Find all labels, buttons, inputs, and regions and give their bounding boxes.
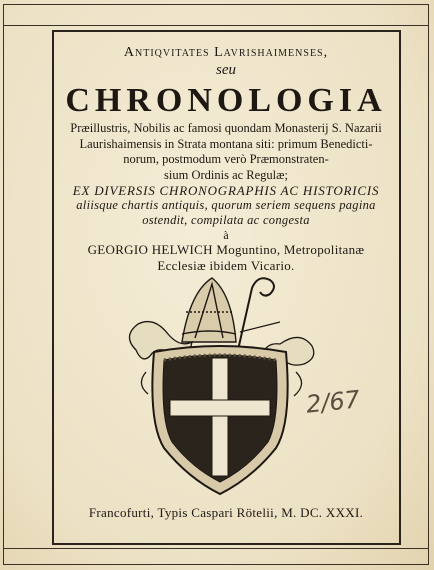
mitre-icon: [182, 278, 236, 342]
body-line-2: Laurishaimensis in Strata montana siti: primum Benedicti-: [79, 136, 373, 151]
author-line: GEORGIO HELWICH Moguntino, Metropolitanæ: [87, 242, 365, 257]
title-block: [54, 44, 398, 274]
author-line-2: Ecclesiæ ibidem Vicario.: [157, 258, 295, 273]
body-line-1: Præillustris, Nobilis ac famosi quondam Monasterij S. Nazarii: [70, 121, 382, 135]
italic-caps-line: EX DIVERSIS CHRONOGRAPHIS AC HISTORICIS: [72, 183, 380, 198]
coat-of-arms: [120, 272, 320, 502]
title-line: Antiqvitates Lavrishaimenses,: [123, 45, 329, 60]
italic-line-2: ostendit, compilata ac congesta: [142, 213, 310, 227]
imprint-line: Francofurti, Typis Caspari Rötelii, M. DC. XXXI.: [88, 505, 364, 520]
seu-word: seu: [216, 62, 236, 78]
bottom-rule: [4, 548, 429, 549]
handwritten-note: 2/67: [304, 385, 362, 419]
crozier-icon: [238, 278, 280, 350]
body-line-3: norum, postmodum verò Præmonstraten-: [123, 152, 329, 166]
a-line: à: [223, 228, 229, 242]
italic-line-1: aliisque chartis antiquis, quorum seriem sequens pagina: [76, 198, 376, 212]
shield-icon: [152, 346, 287, 494]
top-rule: [4, 25, 429, 26]
body-line-4: sium Ordinis ac Regulæ;: [164, 167, 288, 182]
main-title: CHRONOLOGIA: [65, 82, 387, 119]
